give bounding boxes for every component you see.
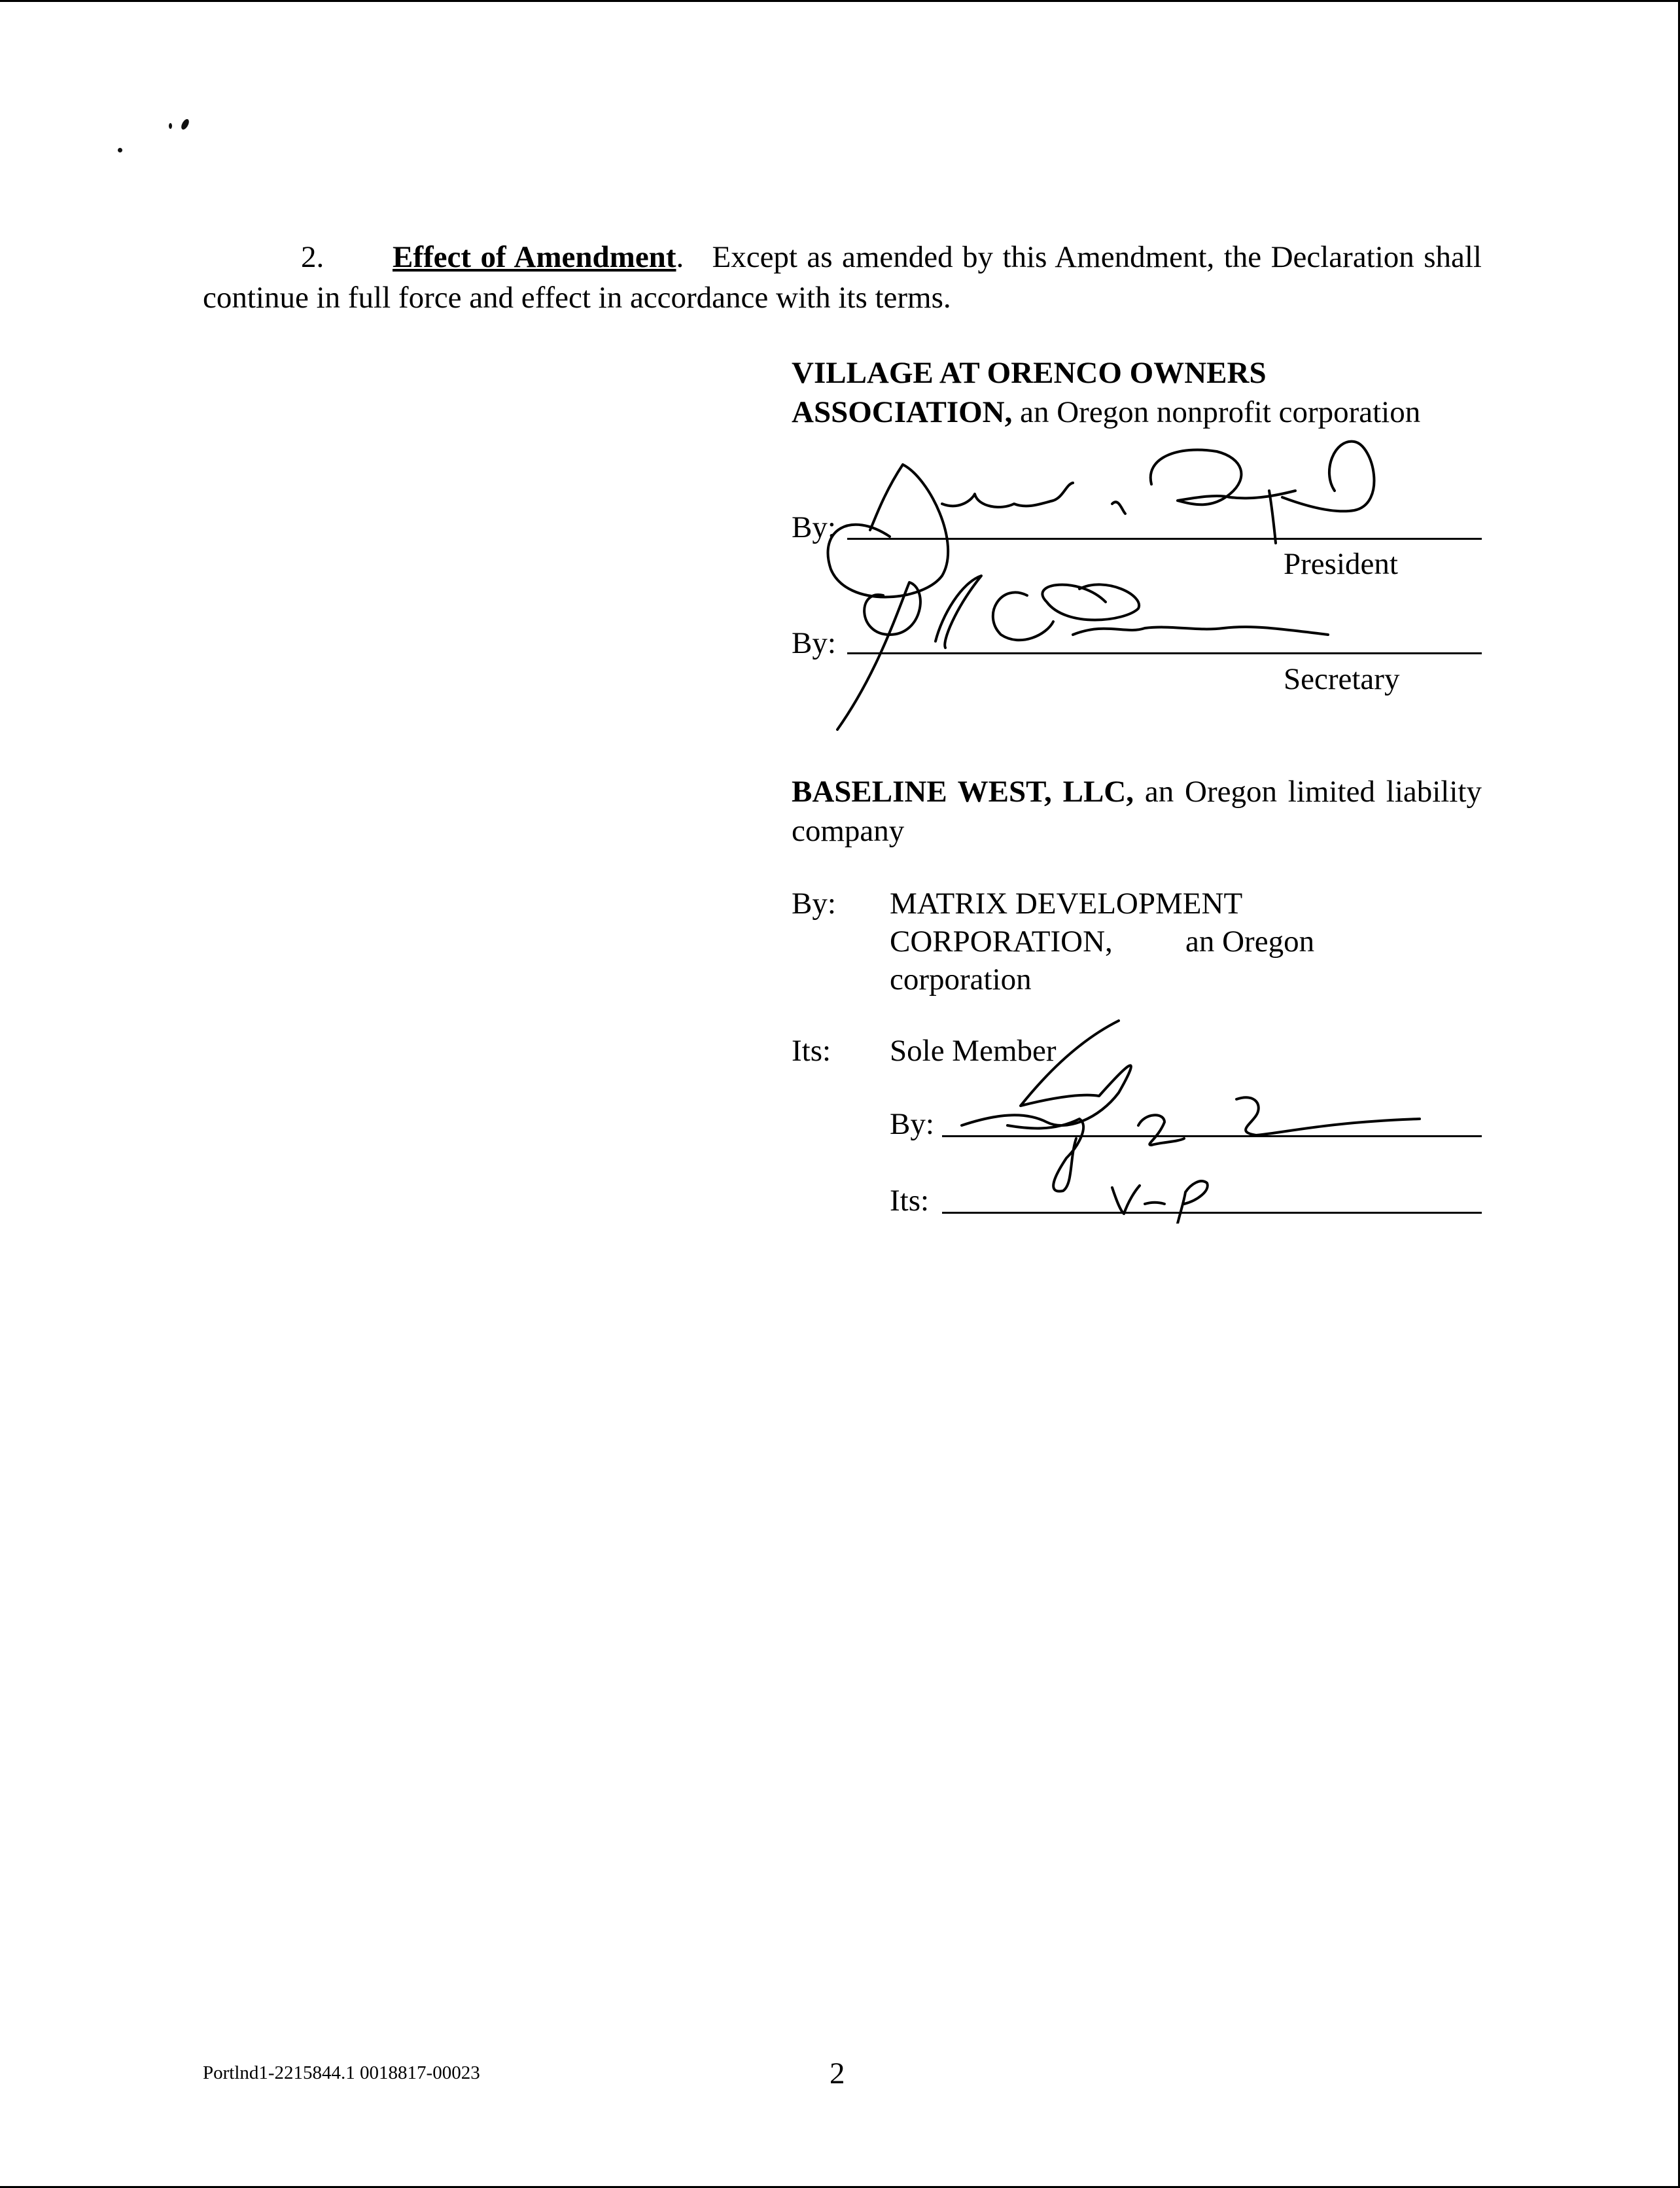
footer-document-id: Portlnd1-2215844.1 0018817-00023 <box>203 2062 480 2083</box>
member-line2b: an Oregon <box>1185 925 1315 959</box>
association-by-label: By: <box>792 510 836 544</box>
scan-edge-top <box>0 0 1680 2</box>
scan-speck <box>169 123 172 129</box>
baseline-by2-label: By: <box>890 1107 934 1141</box>
member-line1: MATRIX DEVELOPMENT <box>890 887 1243 921</box>
president-title: President <box>1284 547 1398 581</box>
baseline-by-label: By: <box>792 887 836 921</box>
baseline-its2-label: Its: <box>890 1184 930 1218</box>
secretary-title: Secretary <box>1284 662 1400 696</box>
section-paragraph: 2. Effect of Amendment. Except as amended by this Amendment, the Declaration shall continue in full force and effect in accordance with its terms. <box>203 240 1482 315</box>
section-heading: Effect of Amendment <box>393 240 676 274</box>
association-name-block <box>792 353 1482 432</box>
baseline-name-block <box>792 772 1482 851</box>
member-line3: corporation <box>890 962 1032 997</box>
association-by2-label: By: <box>792 626 836 660</box>
scan-speck <box>180 119 190 130</box>
baseline-its-label: Its: <box>792 1034 831 1068</box>
section-body: Except as amended by this Amendment, the Declaration shall continue in full force and effect in accordance with its terms. <box>203 240 1482 315</box>
footer-page-number: 2 <box>830 2056 845 2091</box>
baseline-descriptor: an Oregon limited liability company <box>792 775 1482 848</box>
scan-speck <box>118 148 122 152</box>
association-name-line1: VILLAGE AT ORENCO OWNERS <box>792 356 1267 390</box>
section-heading-punct: . <box>676 240 684 274</box>
association-descriptor: an Oregon nonprofit corporation <box>1020 395 1421 429</box>
signature-matrix <box>949 1014 1446 1224</box>
baseline-name: BASELINE WEST, LLC, <box>792 775 1134 809</box>
association-name-line2: ASSOCIATION, <box>792 395 1013 429</box>
signature-secretary <box>831 563 1354 739</box>
member-line2a: CORPORATION, <box>890 925 1113 959</box>
baseline-its-value: Sole Member <box>890 1034 1057 1068</box>
